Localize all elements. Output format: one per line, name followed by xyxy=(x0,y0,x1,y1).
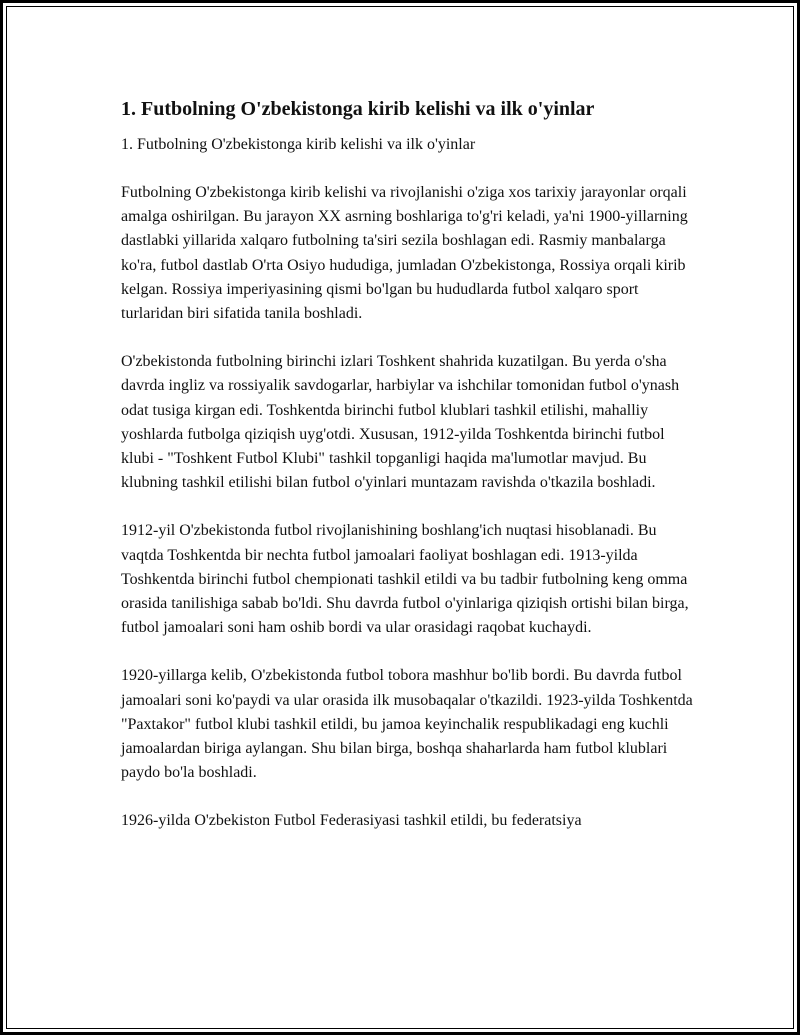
document-body xyxy=(121,95,696,858)
paragraph: 1912-yil O'zbekistonda futbol rivojlanishining boshlang'ich nuqtasi hisoblanadi. Bu vaqtda Toshkentda bir nechta futbol jamoalari faoliyat boshlagan edi. 1913-yilda Toshkentda birinchi futbol chempionati tashkil etildi va bu tadbir futbolning keng omma orasida tanilishiga sabab bo'ldi. Shu davrda futbol o'yinlariga qiziqish ortishi bilan birga, futbol jamoalari soni ham oshib bordi va ular orasidagi raqobat kuchaydi. xyxy=(121,522,689,637)
paragraph: O'zbekistonda futbolning birinchi izlari Toshkent shahrida kuzatilgan. Bu yerda o'sha davrda ingliz va rossiyalik savdogarlar, harbiylar va ishchilar tomonidan futbol o'ynash odat tusiga kirgan edi. Toshkentda birinchi futbol klublari tashkil etilishi, mahalliy yoshlarda futbolga qiziqish uyg'otdi. Xususan, 1912-yilda Toshkentda birinchi futbol klubi - "Toshkent Futbol Klubi" tashkil topganligi haqida ma'lumotlar mavjud. Bu klubning tashkil etilishi bilan futbol o'yinlari muntazam ravishda o'tkazila boshladi. xyxy=(121,353,680,492)
document-subtitle: 1. Futbolning O'zbekistonga kirib kelishi va ilk o'yinlar xyxy=(121,136,476,153)
paragraph: 1926-yilda O'zbekiston Futbol Federasiyasi tashkil etildi, bu federatsiya xyxy=(121,812,582,830)
paragraph: 1920-yillarga kelib, O'zbekistonda futbol tobora mashhur bo'lib bordi. Bu davrda futbol jamoalari soni ko'paydi va ular orasida ilk musobaqalar o'tkazildi. 1923-yilda Toshkentda "Paxtakor" futbol klubi tashkil etildi, bu jamoa keyinchalik respublikadagi eng kuchli jamoalardan biriga aylangan. Shu bilan birga, boshqa shaharlarda ham futbol klublari paydo bo'la boshladi. xyxy=(121,667,693,782)
document-title: 1. Futbolning O'zbekistonga kirib kelishi va ilk o'yinlar xyxy=(121,98,595,120)
paragraph: Futbolning O'zbekistonga kirib kelishi va rivojlanishi o'ziga xos tarixiy jarayonlar orqali amalga oshirilgan. Bu jarayon XX asrning boshlariga to'g'ri keladi, ya'ni 1900-yillarning dastlabki yillarida xalqaro futbolning ta'siri sezila boshlagan edi. Rasmiy manbalarga ko'ra, futbol dastlab O'rta Osiyo hududiga, jumladan O'zbekistonga, Rossiya orqali kirib kelgan. Rossiya imperiyasining qismi bo'lgan bu hududlarda futbol xalqaro sport turlaridan biri sifatida tanila boshladi. xyxy=(121,184,688,323)
